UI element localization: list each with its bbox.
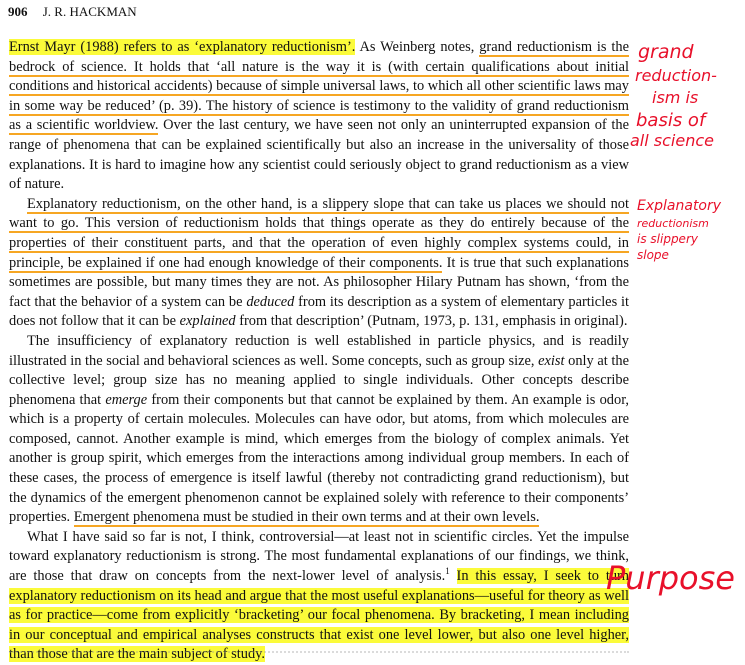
text-run: Over the last century, we have seen not only an uninterrupted expansion of the range of phenomena that can be explained scientifically but also an increase in the universality of those explanations. It is hard to imagine how any scientist could seriously object to grand reductionism as a view of nature. [9,117,629,193]
note-explanatory-line: Explanatory [637,198,722,214]
footnote-marker: 1 [445,566,450,577]
text-run: The insufficiency of explanatory reduction is well established in particle physics, and is readily illustrated in the social and behavioral sciences as well. Some concepts, such as group size, [9,332,629,369]
paragraph-3 [9,332,629,528]
note-purpose: Purpose [606,559,735,597]
text-run: What I have said so far is not, I think, controversial—at least not in scientific circles. Yet the impulse toward explanatory reductionism is strong. The most fundamental explanations of our findings, we think, are those that draw on concepts from the next-lower level of analysis. [9,528,629,585]
page-number: 906 [8,4,28,19]
note-slippery-line: is slippery [637,232,698,246]
clipped-line-trace [9,651,629,660]
paragraph-2 [9,195,629,332]
note-reduction-line: reduction- [635,66,717,85]
text-run [450,568,457,584]
emphasis-exist: exist [538,352,565,369]
text-run: As Weinberg notes, [355,39,480,55]
note-grand-line: grand [638,41,694,63]
clipped-next-line [9,651,629,660]
note-reductionism-line: reductionism [637,217,709,230]
running-header [8,4,137,20]
highlight-purpose: In this essay, I seek to turn explanatory reductionism on its head and argue that the most useful explanations—useful for theory as well as for practice—come from explicitly ‘bracketing’ our focal phenomena. By bracketing, I mean including in our conceptual and empirical analyses constructs that exist one level lower, but also one level higher, than those that are the main subject of study. [9,568,629,663]
underline-grand-reductionism: grand reductionism is the bedrock of science. It holds that ‘all nature is the way it is (with certain qualifications about initial conditions and historical accidents) because of simple universal laws, to which all other scientific laws may in some way be reduced’ (p. 39). The history of science is testimony to the validity of grand reductionism as a scientific worldview. [9,39,629,134]
emphasis-deduced: deduced [246,293,295,310]
note-ism-line: ism is [652,88,699,107]
note-science-line: all science [630,131,714,150]
underline-emergent-phenomena: Emergent phenomena must be studied in their own terms and at their own levels. [73,509,540,526]
highlight-mayr: Ernst Mayr (1988) refers to as ‘explanatory reductionism’. [9,39,356,55]
underline-explanatory-reductionism: Explanatory reductionism, on the other hand, is a slippery slope that can take us places we should not want to go. This version of reductionism holds that things operate as they do entirely because of the properties of their constituent parts, and that the operation of even highly complex systems could, in principle, be explained if one had enough knowledge of their components. [9,195,629,271]
paragraph-4 [9,528,629,665]
running-author: J. R. HACKMAN [42,4,137,19]
paragraph-1 [9,38,629,195]
emphasis-emerge: emerge [105,391,148,408]
note-basis-line: basis of [636,110,706,131]
emphasis-explained: explained [179,313,236,330]
article-body [9,38,629,665]
text-run: from its description as a system of elementary particles it does not follow that it can be [9,293,629,330]
text-run: only at the collective level; group size has no meaning applied to single individuals. Other concepts describe phenomena that [9,352,629,408]
text-run: from their components but that cannot be explained by them. An example is odor, which is a property of certain molecules. Molecules can have odor, but atoms, from which molecules are composed, cannot. Another example is mind, which emerges from the biology of complex animals. Yet another is group spirit, which emerges from the interactions among individual group members. In each of these cases, the process of emergence is itself lawful (thereby not contradicting grand reductionism), but the dynamics of the emergent phenomenon cannot be explained solely with reference to their components’ properties. [9,391,630,526]
note-slope-line: slope [637,248,669,262]
text-run: It is true that such explanations sometimes are possible, but many times they are not. As philosopher Hilary Putnam has shown, ‘from the fact that the behavior of a system can be [9,254,629,310]
text-run: from that description’ (Putnam, 1973, p. 131, emphasis in original). [235,313,628,330]
